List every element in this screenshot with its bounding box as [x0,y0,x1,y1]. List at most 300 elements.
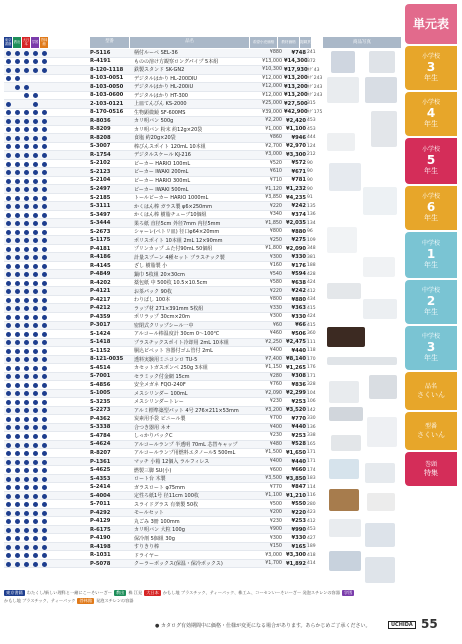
product-name: スライドグラス 有楽製 50枚 [134,501,199,508]
adoption-dot [6,460,11,465]
adoption-dot [42,485,47,490]
product-name: お茶パック 90枚 [134,288,172,295]
model-number: S-2497 [90,186,111,192]
adoption-dot [42,323,47,328]
catalog-page: ﾀｸﾞ175 [307,110,323,116]
product-name: ドライヤー [134,552,159,559]
legend-key: 学図 [343,590,353,595]
adoption-dot [15,281,20,286]
teaching-price: ¥880 [291,228,306,235]
adoption-dot [24,264,29,269]
catalog-page: 453 [307,118,316,124]
adoption-dot [24,306,29,311]
adoption-dot [33,102,38,107]
catalog-page: ﾀｸﾞ243 [307,84,323,90]
magnifier-image [331,51,355,73]
list-price: ¥3,000 [265,152,282,158]
model-number: R-4202 [90,279,111,286]
adoption-dot [6,68,11,73]
adoption-dot [33,443,38,448]
model-number: R-1754 [90,151,111,158]
mark-head-3: 学図 [31,37,39,48]
adoption-dot [15,400,20,405]
teaching-price: ¥330 [291,535,306,542]
catalog-page: 96 [307,229,313,235]
model-number: R-4186 [90,254,111,261]
catalog-page: 104 [307,390,316,396]
list-price: ¥800 [269,297,282,303]
model-number: P-1361 [90,458,111,465]
product-name: 定性ろ紙1号 径11cm 100枚 [134,493,199,500]
section-tab[interactable] [405,138,457,184]
adoption-dot [42,187,47,192]
model-number: S-1424 [90,330,111,337]
slide-image [365,523,395,547]
adoption-dot [42,391,47,396]
adoption-dot [6,255,11,260]
teaching-price: ¥17,930 [284,66,308,73]
adoption-dot [6,357,11,362]
adoption-dot [6,204,11,209]
teaching-price: ¥847 [291,484,306,491]
catalog-page: 372 [307,58,316,64]
catalog-page: 165 [307,441,316,447]
adoption-dot [42,528,47,533]
table-row [4,543,316,552]
adoption-dot [33,119,38,124]
adoption-dot [33,374,38,379]
adoption-dot [24,127,29,132]
legend-text: かもし地 プラスチック、ティーパック [4,598,76,603]
list-price: ¥300 [269,314,282,320]
list-price: ¥400 [269,348,282,354]
adoption-dot [15,357,20,362]
teaching-price: ¥1,100 [285,126,306,133]
adoption-dot [15,340,20,345]
catalog-page: 330 [307,416,316,422]
catalog-page: 412 [307,518,316,524]
model-number: S-2102 [90,160,111,167]
teaching-price: ¥3,300 [285,151,306,158]
adoption-dot [24,536,29,541]
section-tab[interactable] [405,280,457,324]
adoption-dot [6,391,11,396]
adoption-dot [33,110,38,115]
product-name: アルコール棒温度計 30cm 0〜100℃ [134,331,220,338]
section-tab[interactable] [405,4,457,44]
funnel-stand-image [329,489,359,511]
adoption-dot [15,289,20,294]
teaching-price: ¥781 [291,177,306,184]
list-price: ¥710 [269,177,282,183]
adoption-dot [6,485,11,490]
table-row [4,296,316,305]
tray-image [331,435,361,451]
catalog-page: 453 [307,527,316,533]
adoption-dot [15,434,20,439]
list-price: ¥500 [269,501,282,507]
section-tab[interactable] [405,232,457,278]
catalog-page: 136 [307,424,316,430]
section-tab[interactable] [405,372,457,410]
catalog-page: 116 [307,493,316,499]
adoption-dot [15,170,20,175]
adoption-dot [24,425,29,430]
adoption-dot [24,528,29,533]
legend-key: 大日本 [146,590,159,595]
adoption-dot [33,545,38,550]
adoption-dot [42,213,47,218]
adoption-dot [24,434,29,439]
table-row [4,83,323,92]
list-price: ¥250 [269,237,282,243]
adoption-dot [33,230,38,235]
list-price: ¥580 [269,280,282,286]
adoption-dot [15,119,20,124]
adoption-dot [6,144,11,149]
tab-label: 年生 [424,120,438,128]
list-price: ¥1,120 [265,186,282,192]
adoption-dot [33,340,38,345]
model-number: P-4181 [90,245,111,252]
catalog-page: 427 [307,535,316,541]
adoption-dot [6,221,11,226]
adoption-dot [15,204,20,209]
adoption-dot [6,323,11,328]
catalog-page: 142 [307,407,316,413]
table-row [4,117,316,126]
adoption-dot [42,451,47,456]
product-name: カリ明バン 粉末 約12g×20袋 [134,126,203,133]
adoption-dot [42,366,47,371]
tab-grade: 6 [426,200,436,214]
teaching-price: ¥2,299 [285,390,306,397]
adoption-dot [33,68,38,73]
catalog-page: 136 [307,212,316,218]
adoption-dot [6,170,11,175]
tab-grade: 5 [426,153,436,167]
adoption-dot [24,230,29,235]
catalog-page: ﾀｸﾞ243 [307,93,323,99]
table-row [4,339,316,348]
product-name: デジタルはかり HL-200DIU [134,75,198,82]
catalog-page: 176 [307,365,316,371]
funnel-image [367,493,395,511]
adoption-dot [24,323,29,328]
table-row [4,534,316,543]
tab-label: 年生 [424,167,438,175]
adoption-dot [6,366,11,371]
tab-label: 年生 [424,261,438,269]
list-price: ¥2,090 [265,390,282,396]
adoption-dot [15,349,20,354]
table-row [4,415,316,424]
adoption-dot [24,477,29,482]
section-tab[interactable] [405,46,457,90]
product-name: トールビーカー HARIO 1000mL [134,195,209,202]
model-number: S-2414 [90,484,111,491]
list-price: ¥610 [269,169,282,175]
list-price: ¥25,000 [262,101,282,107]
table-row [4,194,313,203]
catalog-page: 424 [307,314,316,320]
catalog-page: 414 [307,561,316,567]
adoption-dot [42,247,47,252]
table-row [4,66,320,75]
model-number: S-4784 [90,432,111,439]
teaching-price: ¥253 [291,432,306,439]
table-row [4,526,316,535]
tab-grade: 2 [426,294,436,308]
adoption-dot [33,162,38,167]
list-price: ¥220 [269,288,282,294]
tab-label: 年生 [424,214,438,222]
table-row [4,449,316,458]
alum-image [327,133,355,151]
product-name: ポリラップ 30cm×20m [134,314,190,321]
list-price: ¥1,850 [265,220,282,226]
table-row [4,245,316,254]
adoption-dot [33,196,38,201]
adoption-dot [24,460,29,465]
adoption-dot [6,264,11,269]
product-name: ビーカー HARIO 300mL [134,177,191,184]
balance-image [365,77,397,103]
product-name: アルコールランプ 半透明 70mL 芯替キャップ [134,441,238,448]
adoption-dot [6,110,11,115]
adoption-dot [42,536,47,541]
adoption-dot [33,272,38,277]
mark-head-0: 東京書籍 [4,37,12,48]
teaching-price: ¥638 [291,279,306,286]
model-number: P-4212 [90,305,111,312]
table-row [4,560,316,569]
product-table [4,49,323,568]
beaker-image [363,187,397,215]
teaching-price: ¥66 [295,322,306,329]
catalog-page: 424 [307,280,316,286]
catalog-page: 90 [307,169,313,175]
product-name: 保冷剤 5個組 30g [134,535,175,542]
adoption-dot [6,477,11,482]
teaching-price: ¥176 [291,262,306,269]
product-name: アルミ標準築型パット 4号 276×211×53mm [134,407,239,414]
mark-head-4: 啓林館 [40,37,48,48]
model-number: S-3007 [90,143,111,150]
model-number: S-4353 [90,475,111,482]
adoption-dot [6,528,11,533]
catalog-page: 241 [307,50,316,56]
adoption-dot [24,68,29,73]
legend-text: わたくし/新しい理科と一緒にこーそいーざー [26,590,112,595]
model-number: S-3338 [90,424,111,431]
adoption-dot [24,485,29,490]
catalog-page: 280 [307,501,316,507]
adoption-dot [24,213,29,218]
teaching-price: ¥275 [291,237,306,244]
adoption-dot [24,511,29,516]
adoption-dot [24,136,29,141]
section-tab[interactable] [405,412,457,450]
teaching-price: ¥1,210 [285,492,306,499]
teaching-price: ¥572 [291,160,306,167]
adoption-dot [15,511,20,516]
adoption-dot [42,553,47,558]
model-number: 8-170-0516 [90,109,124,116]
adoption-dot [15,425,20,430]
teaching-price: ¥440 [291,347,306,354]
product-name: シャーレ(ペトリ皿) 径口φ64×20mm [134,229,220,236]
list-price: ¥3,500 [265,476,282,482]
adoption-dot [6,545,11,550]
section-tab[interactable] [405,452,457,486]
adoption-dot [24,553,29,558]
adoption-dot [24,272,29,277]
table-row [4,466,316,475]
teaching-price: ¥3,850 [285,475,306,482]
adoption-dot [6,213,11,218]
model-number: S-2123 [90,168,111,175]
table-row [4,492,316,501]
adoption-dot [6,306,11,311]
section-tab[interactable] [405,326,457,370]
glasses-image [329,407,363,421]
catalog-page: 114 [307,484,316,490]
adoption-dot [42,153,47,158]
table-row [4,279,316,288]
model-number: P-4121 [90,288,111,295]
adoption-dot [24,357,29,362]
model-number: S-1418 [90,339,111,346]
adoption-dot [6,408,11,413]
catalog-page: 109 [307,237,316,243]
adoption-dot [24,443,29,448]
tab-label: 年生 [424,74,438,82]
adoption-dot [15,238,20,243]
table-row [4,509,316,518]
adoption-dot [24,502,29,507]
product-name: ものの溶け方観察ロングパイプ 5本組 [134,58,219,65]
section-tab[interactable] [405,92,457,136]
teaching-price: ¥880 [291,296,306,303]
legend [4,590,404,604]
adoption-dot [42,545,47,550]
adoption-dot [24,255,29,260]
list-price: ¥12,000 [262,92,282,98]
model-number: R-4198 [90,543,111,550]
teaching-price: ¥253 [291,518,306,525]
adoption-dot [6,298,11,303]
model-number: 8-103-0051 [90,75,124,82]
list-price: ¥1,000 [265,126,282,132]
tab-title: 小学校 [421,193,440,200]
teaching-price: ¥671 [291,168,306,175]
catalog-page: 118 [307,348,316,354]
product-name: ポリスポイト 10本組 2mL 12×90mm [134,237,223,244]
adoption-dot [6,238,11,243]
adoption-dot [42,519,47,524]
adoption-dot [15,230,20,235]
teaching-price: ¥242 [291,203,306,210]
adoption-dot [42,298,47,303]
adoption-dot [33,204,38,209]
tab-label: 年生 [424,308,438,316]
catalog-page: 91 [307,195,313,201]
product-name: プラスチックスポイト冷却用 2mL 10本組 [134,339,229,346]
section-tab[interactable] [405,186,457,230]
teaching-price: ¥1,265 [285,364,306,371]
catalog-page: 171 [307,373,316,379]
adoption-dot [15,502,20,507]
adoption-dot [15,306,20,311]
model-number: S-1005 [90,390,111,397]
table-row [4,458,316,467]
product-name: 安全メガネ FQO-240F [134,382,186,389]
teaching-price: ¥13,200 [284,83,308,90]
tab-label: さくいん [417,430,445,439]
product-name: デジタルはかり HL-200iU [134,84,194,91]
adoption-dot [15,562,20,567]
adoption-dot [33,562,38,567]
adoption-dot [6,230,11,235]
list-price: ¥230 [269,518,282,524]
catalog-page: 453 [307,126,316,132]
catalog-page: 328 [307,382,316,388]
catalog-page: 106 [307,399,316,405]
adoption-dot [24,144,29,149]
product-name: 食塩 約20g×20袋 [134,135,176,142]
teaching-price: ¥660 [291,467,306,474]
adoption-dot [15,477,20,482]
teaching-price: ¥253 [291,398,306,405]
teaching-price: ¥440 [291,458,306,465]
product-name: かくはん棒 樹脂チューブ10個組 [134,212,207,219]
adoption-dot [24,298,29,303]
list-price: ¥1,100 [265,493,282,499]
adoption-dot [24,51,29,56]
adoption-dot [15,187,20,192]
model-number: R-1031 [90,552,111,559]
catalog-page: 423 [307,510,316,516]
tab-label: さくいん [417,390,445,399]
adoption-dot [42,59,47,64]
list-price: ¥10,300 [262,67,282,73]
adoption-dot [33,289,38,294]
tab-grade: 4 [426,106,436,120]
adoption-dot [6,247,11,252]
adoption-dot [24,408,29,413]
adoption-dot [42,349,47,354]
catalog-page: 415 [307,305,316,311]
cloth-image [327,327,365,347]
legend-text: 発泡スチレンの容器 [96,598,134,603]
list-price: ¥12,000 [262,75,282,81]
list-price: ¥12,000 [262,84,282,90]
adoption-dot [24,110,29,115]
model-number: P-4849 [90,271,111,278]
adoption-dot [33,170,38,175]
catalog-page: ﾀｸﾞ243 [307,76,323,82]
adoption-dot [15,255,20,260]
tab-title: 中学校 [421,333,440,340]
catalog-page: 189 [307,544,316,550]
adoption-dot [42,162,47,167]
adoption-dot [33,332,38,337]
teaching-price: ¥220 [291,509,306,516]
table-row [4,168,313,177]
product-name: 鉄製スタンド SK-GN2 [134,67,185,74]
model-number: P-3017 [90,322,111,329]
